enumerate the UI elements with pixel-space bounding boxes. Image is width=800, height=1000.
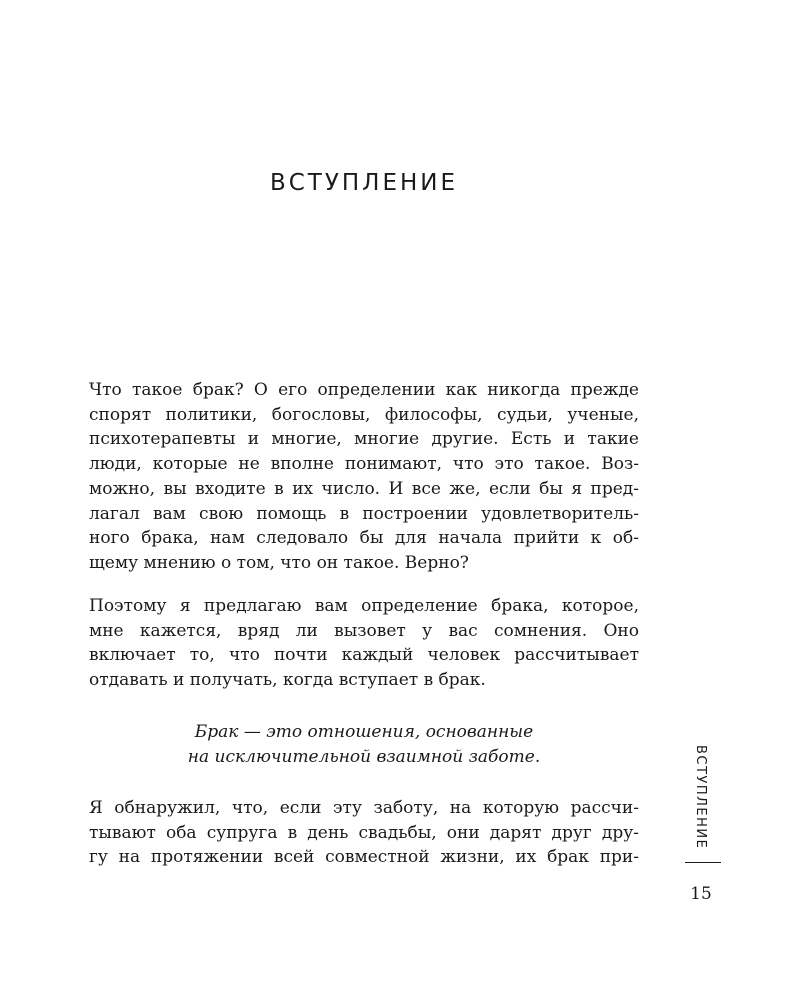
running-head: ВСТУПЛЕНИЕ	[693, 745, 708, 850]
quote-line: на исключительной взаимной заботе.	[187, 746, 541, 767]
page-number: 15	[690, 884, 712, 904]
text-line: Я обнаружил, что, если эту заботу, на которую рассчи-	[89, 798, 639, 818]
text-line: щему мнению о том, что он такое. Верно?	[89, 552, 469, 573]
text-line: люди, которые не вполне понимают, что это такое. Воз-	[89, 454, 639, 475]
text-line: можно, вы входите в их число. И все же, если бы я пред-	[89, 478, 639, 499]
text-line: мне кажется, вряд ли вызовет у вас сомнения. Оно	[89, 620, 639, 641]
text-line: психотерапевты и многие, многие другие. Есть и такие	[89, 429, 639, 450]
text-line: спорят политики, богословы, философы, судьи, ученые,	[89, 404, 639, 425]
text-line: ного брака, нам следовало бы для начала прийти к об-	[89, 528, 639, 549]
text-line: включает то, что почти каждый человек рассчитывает	[89, 645, 639, 666]
folio-divider	[685, 862, 721, 863]
text-line: лагал вам свою помощь в построении удовлетворитель-	[89, 503, 639, 524]
text-line: Поэтому я предлагаю вам определение брака, которое,	[89, 596, 639, 616]
text-line: отдавать и получать, когда вступает в брак.	[89, 670, 486, 691]
text-line: тывают оба супруга в день свадьбы, они дарят друг дру-	[89, 822, 639, 843]
definition-quote	[89, 720, 639, 769]
text-line: Что такое брак? О его определении как никогда прежде	[89, 380, 639, 400]
paragraph-definition-offer	[89, 594, 639, 693]
paragraph-definition-question	[89, 378, 639, 576]
paragraph-discovery	[89, 796, 639, 870]
quote-line: Брак — это отношения, основанные	[194, 722, 534, 742]
chapter-title: ВСТУПЛЕНИЕ	[269, 170, 459, 197]
text-line: гу на протяжении всей совместной жизни, их брак при-	[89, 847, 639, 868]
